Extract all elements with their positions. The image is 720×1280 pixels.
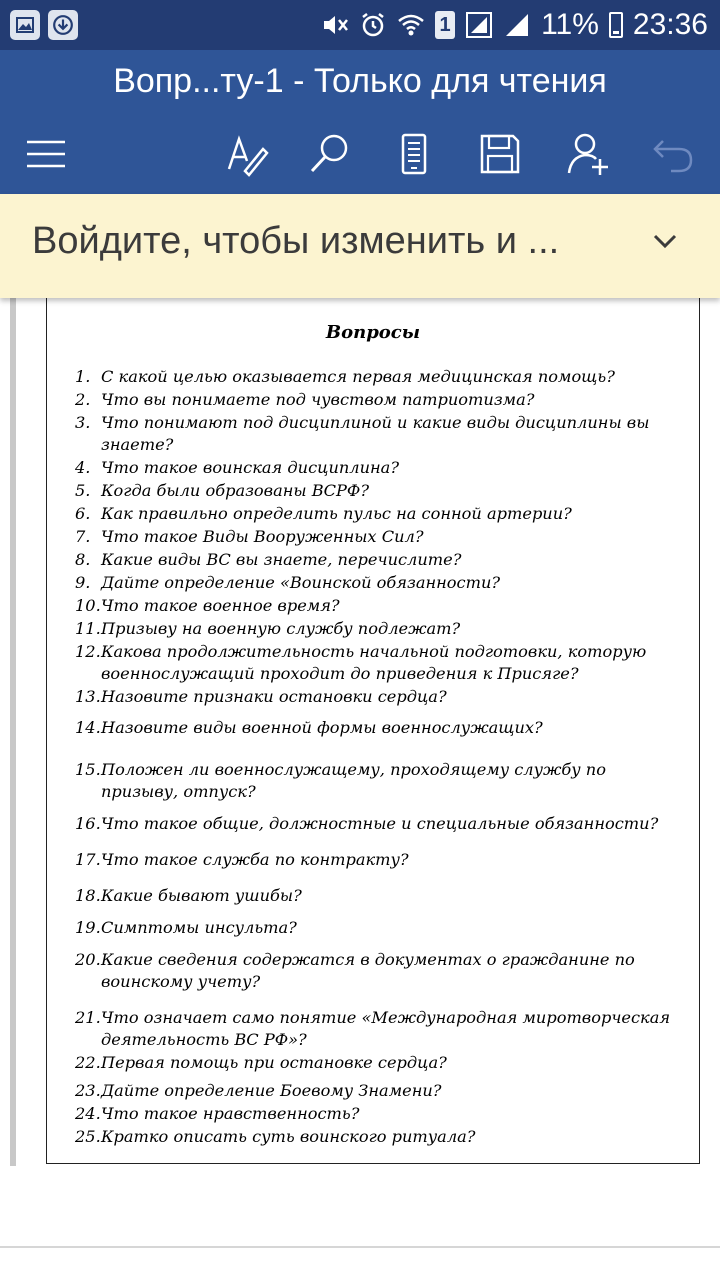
edit-pen-icon [223,131,269,177]
mute-icon [321,11,349,39]
status-bar [0,0,720,50]
question-item: 11. Призыву на военную службу подлежат? [75,619,461,638]
share-button[interactable] [560,126,616,182]
wifi-icon [397,11,425,39]
banner-text: Войдите, чтобы изменить и ... [32,220,560,262]
toolbar [0,116,720,186]
hamburger-icon [23,131,69,177]
question-item: 22. Первая помощь при остановке сердца? [75,1053,447,1072]
question-item: 3. Что понимают под дисциплиной и какие виды дисциплины вы знаете? [75,413,650,454]
question-item: 20. Какие сведения содержатся в документах о гражданине по воинскому учету? [75,950,635,991]
app-header [0,50,720,194]
alarm-icon [359,11,387,39]
battery-percent: 11% [541,8,599,41]
edit-button[interactable] [218,126,274,182]
question-item: 23. Дайте определение Боевому Знамени? [75,1081,442,1100]
gallery-icon [10,10,40,40]
question-item: 24. Что такое нравственность? [75,1104,360,1123]
signal-icon-2 [503,11,531,39]
download-icon [48,10,78,40]
question-item: 14. Назовите виды военной формы военнослужащих? [75,718,543,737]
question-item: 10. Что такое военное время? [75,596,340,615]
question-item: 8. Какие виды ВС вы знаете, перечислите? [75,550,462,569]
signal-icon [465,11,493,39]
question-item: 21. Что означает само понятие «Международная миротворческая деятельность ВС РФ»? [75,1008,671,1049]
question-item: 19. Симптомы инсульта? [75,918,297,937]
question-item: 18. Какие бывают ушибы? [75,886,302,905]
questions-list [75,366,687,1148]
sign-in-banner[interactable] [0,194,720,298]
save-button[interactable] [472,126,528,182]
question-item: 12. Какова продолжительность начальной подготовки, которую военнослужащий проходит до приведения к Присяге? [75,642,647,683]
search-icon [307,131,353,177]
bottom-divider [0,1246,720,1248]
add-person-icon [565,131,611,177]
question-item: 5. Когда были образованы ВСРФ? [75,481,370,500]
document-area[interactable] [0,298,720,1168]
question-item: 9. Дайте определение «Воинской обязанности? [75,573,501,592]
document-heading: Вопросы [325,322,421,343]
reading-view-button[interactable] [386,126,442,182]
document-page [46,298,700,1164]
question-item: 15. Положен ли военнослужащему, проходящему службу по призыву, отпуск? [75,760,606,801]
page-margin-rule [10,298,16,1166]
question-item: 4. Что такое воинская дисциплина? [75,458,400,477]
question-item: 25. Кратко описать суть воинского ритуала? [75,1127,476,1146]
question-item: 13. Назовите признаки остановки сердца? [75,687,447,706]
question-item: 7. Что такое Виды Вооруженных Сил? [75,527,424,546]
battery-icon [609,12,623,38]
document-title: Вопр...ту-1 - Только для чтения [113,62,607,100]
undo-button[interactable] [646,126,702,182]
question-item: 1. С какой целью оказывается первая медицинская помощь? [75,367,615,386]
chevron-down-icon[interactable] [650,226,680,256]
undo-icon [651,131,697,177]
question-item: 6. Как правильно определить пульс на сонной артерии? [75,504,572,523]
question-item: 17. Что такое служба по контракту? [75,850,409,869]
search-button[interactable] [302,126,358,182]
save-icon [477,131,523,177]
mobile-view-icon [391,131,437,177]
menu-button[interactable] [18,126,74,182]
question-item: 16. Что такое общие, должностные и специальные обязанности? [75,814,659,833]
clock: 23:36 [632,8,708,41]
question-item: 2. Что вы понимаете под чувством патриотизма? [75,390,535,409]
sim-indicator: 1 [435,11,455,39]
